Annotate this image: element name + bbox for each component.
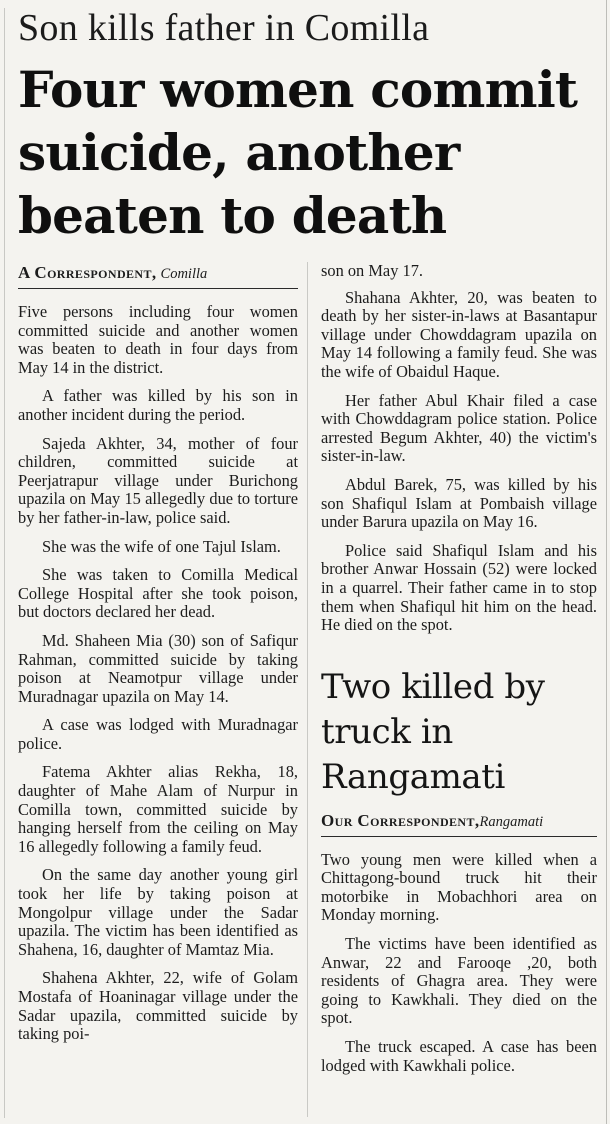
story2-headline bbox=[321, 665, 597, 800]
right-column bbox=[321, 262, 597, 1085]
story2-paragraph: The truck escaped. A case has been lodged with Kawkhali police. bbox=[321, 1037, 597, 1075]
story1-paragraph: Sajeda Akhter, 34, mother of four children, committed suicide at Peerjatrapur village under Burichong upazila on May 15 allegedly due to torture by her father-in-law, police said. bbox=[18, 433, 298, 527]
story1-paragraph: On the same day another young girl took her life by taking poison at Mongolpur village under the Sadar upazila. The victim has been identified as Shahena, 16, daughter of Mamtaz Mia. bbox=[18, 865, 298, 959]
story2-byline-name: Our Correspondent, bbox=[321, 810, 480, 830]
story1-paragraph: Her father Abul Khair filed a case with Chowddagram police station. Police arrested Begum Akhter, 40) the victim's sister-in-law. bbox=[321, 390, 597, 466]
story1-headline-line: suicide, another bbox=[18, 123, 460, 182]
story1-paragraph: Fatema Akhter alias Rekha, 18, daughter of Mahe Alam of Nurpur in Comilla town, committed suicide by hanging herself from the ceiling on May 16 allegedly following a family feud. bbox=[18, 762, 298, 856]
left-column bbox=[18, 262, 298, 1054]
story1-paragraph: A father was killed by his son in another incident during the period. bbox=[18, 386, 298, 424]
column-divider bbox=[307, 262, 308, 1117]
clipping-left-edge bbox=[4, 8, 5, 1118]
story2-headline-line: truck in bbox=[321, 711, 453, 752]
story1-paragraph: She was taken to Comilla Medical College Hospital after she took poison, but doctors declared her dead. bbox=[18, 565, 298, 622]
story1-headline-line: Four women commit bbox=[18, 60, 578, 119]
story1-paragraph: A case was lodged with Muradnagar police. bbox=[18, 715, 298, 753]
story1-continuation: son on May 17. bbox=[321, 261, 423, 280]
story1-paragraph: Shahana Akhter, 20, was beaten to death by her sister-in-laws at Basantapur village under Chowddagram upazila on May 14 following a family feud. She was the wife of Obaidul Haque. bbox=[321, 287, 597, 381]
story2-paragraph: The victims have been identified as Anwar, 22 and Farooqe ,20, both residents of Ghagra area. They were going to Kawkhali. They died on the spot. bbox=[321, 934, 597, 1028]
story2-paragraph: Two young men were killed when a Chittagong-bound truck hit their motorbike in Mobachhori area on Monday morning. bbox=[321, 849, 597, 925]
story1-headline-line: beaten to death bbox=[18, 186, 447, 245]
story1-paragraph: Md. Shaheen Mia (30) son of Safiqur Rahman, committed suicide by taking poison at Neamotpur village under Muradnagar upazila on May 14. bbox=[18, 630, 298, 706]
story2-headline-line: Two killed by bbox=[321, 666, 545, 707]
story2-byline bbox=[321, 810, 597, 837]
story1-headline bbox=[18, 58, 608, 247]
story1-byline-name: A Correspondent, bbox=[18, 263, 157, 282]
story1-paragraph: Five persons including four women committed suicide and another women was beaten to death in four days from May 14 in the district. bbox=[18, 302, 298, 377]
story1-kicker: Son kills father in Comilla bbox=[18, 7, 430, 49]
story1-paragraph: Shahena Akhter, 22, wife of Golam Mostafa of Hoaninagar village under the Sadar upazila, committed suicide by taking poi- bbox=[18, 968, 298, 1044]
story2-headline-line: Rangamati bbox=[321, 756, 506, 797]
story1-paragraph: Abdul Barek, 75, was killed by his son Shafiqul Islam at Pombaish village under Barura upazila on May 16. bbox=[321, 474, 597, 532]
story1-paragraph: Police said Shafiqul Islam and his brother Anwar Hossain (52) were locked in a quarrel. Their father came in to stop them when Shafiqul hit him on the head. He died on the spot. bbox=[321, 540, 597, 635]
story1-byline-place: Comilla bbox=[160, 266, 208, 282]
story1-paragraph: She was the wife of one Tajul Islam. bbox=[42, 536, 281, 556]
story1-byline bbox=[18, 262, 298, 289]
story2-byline-place: Rangamati bbox=[479, 813, 544, 830]
